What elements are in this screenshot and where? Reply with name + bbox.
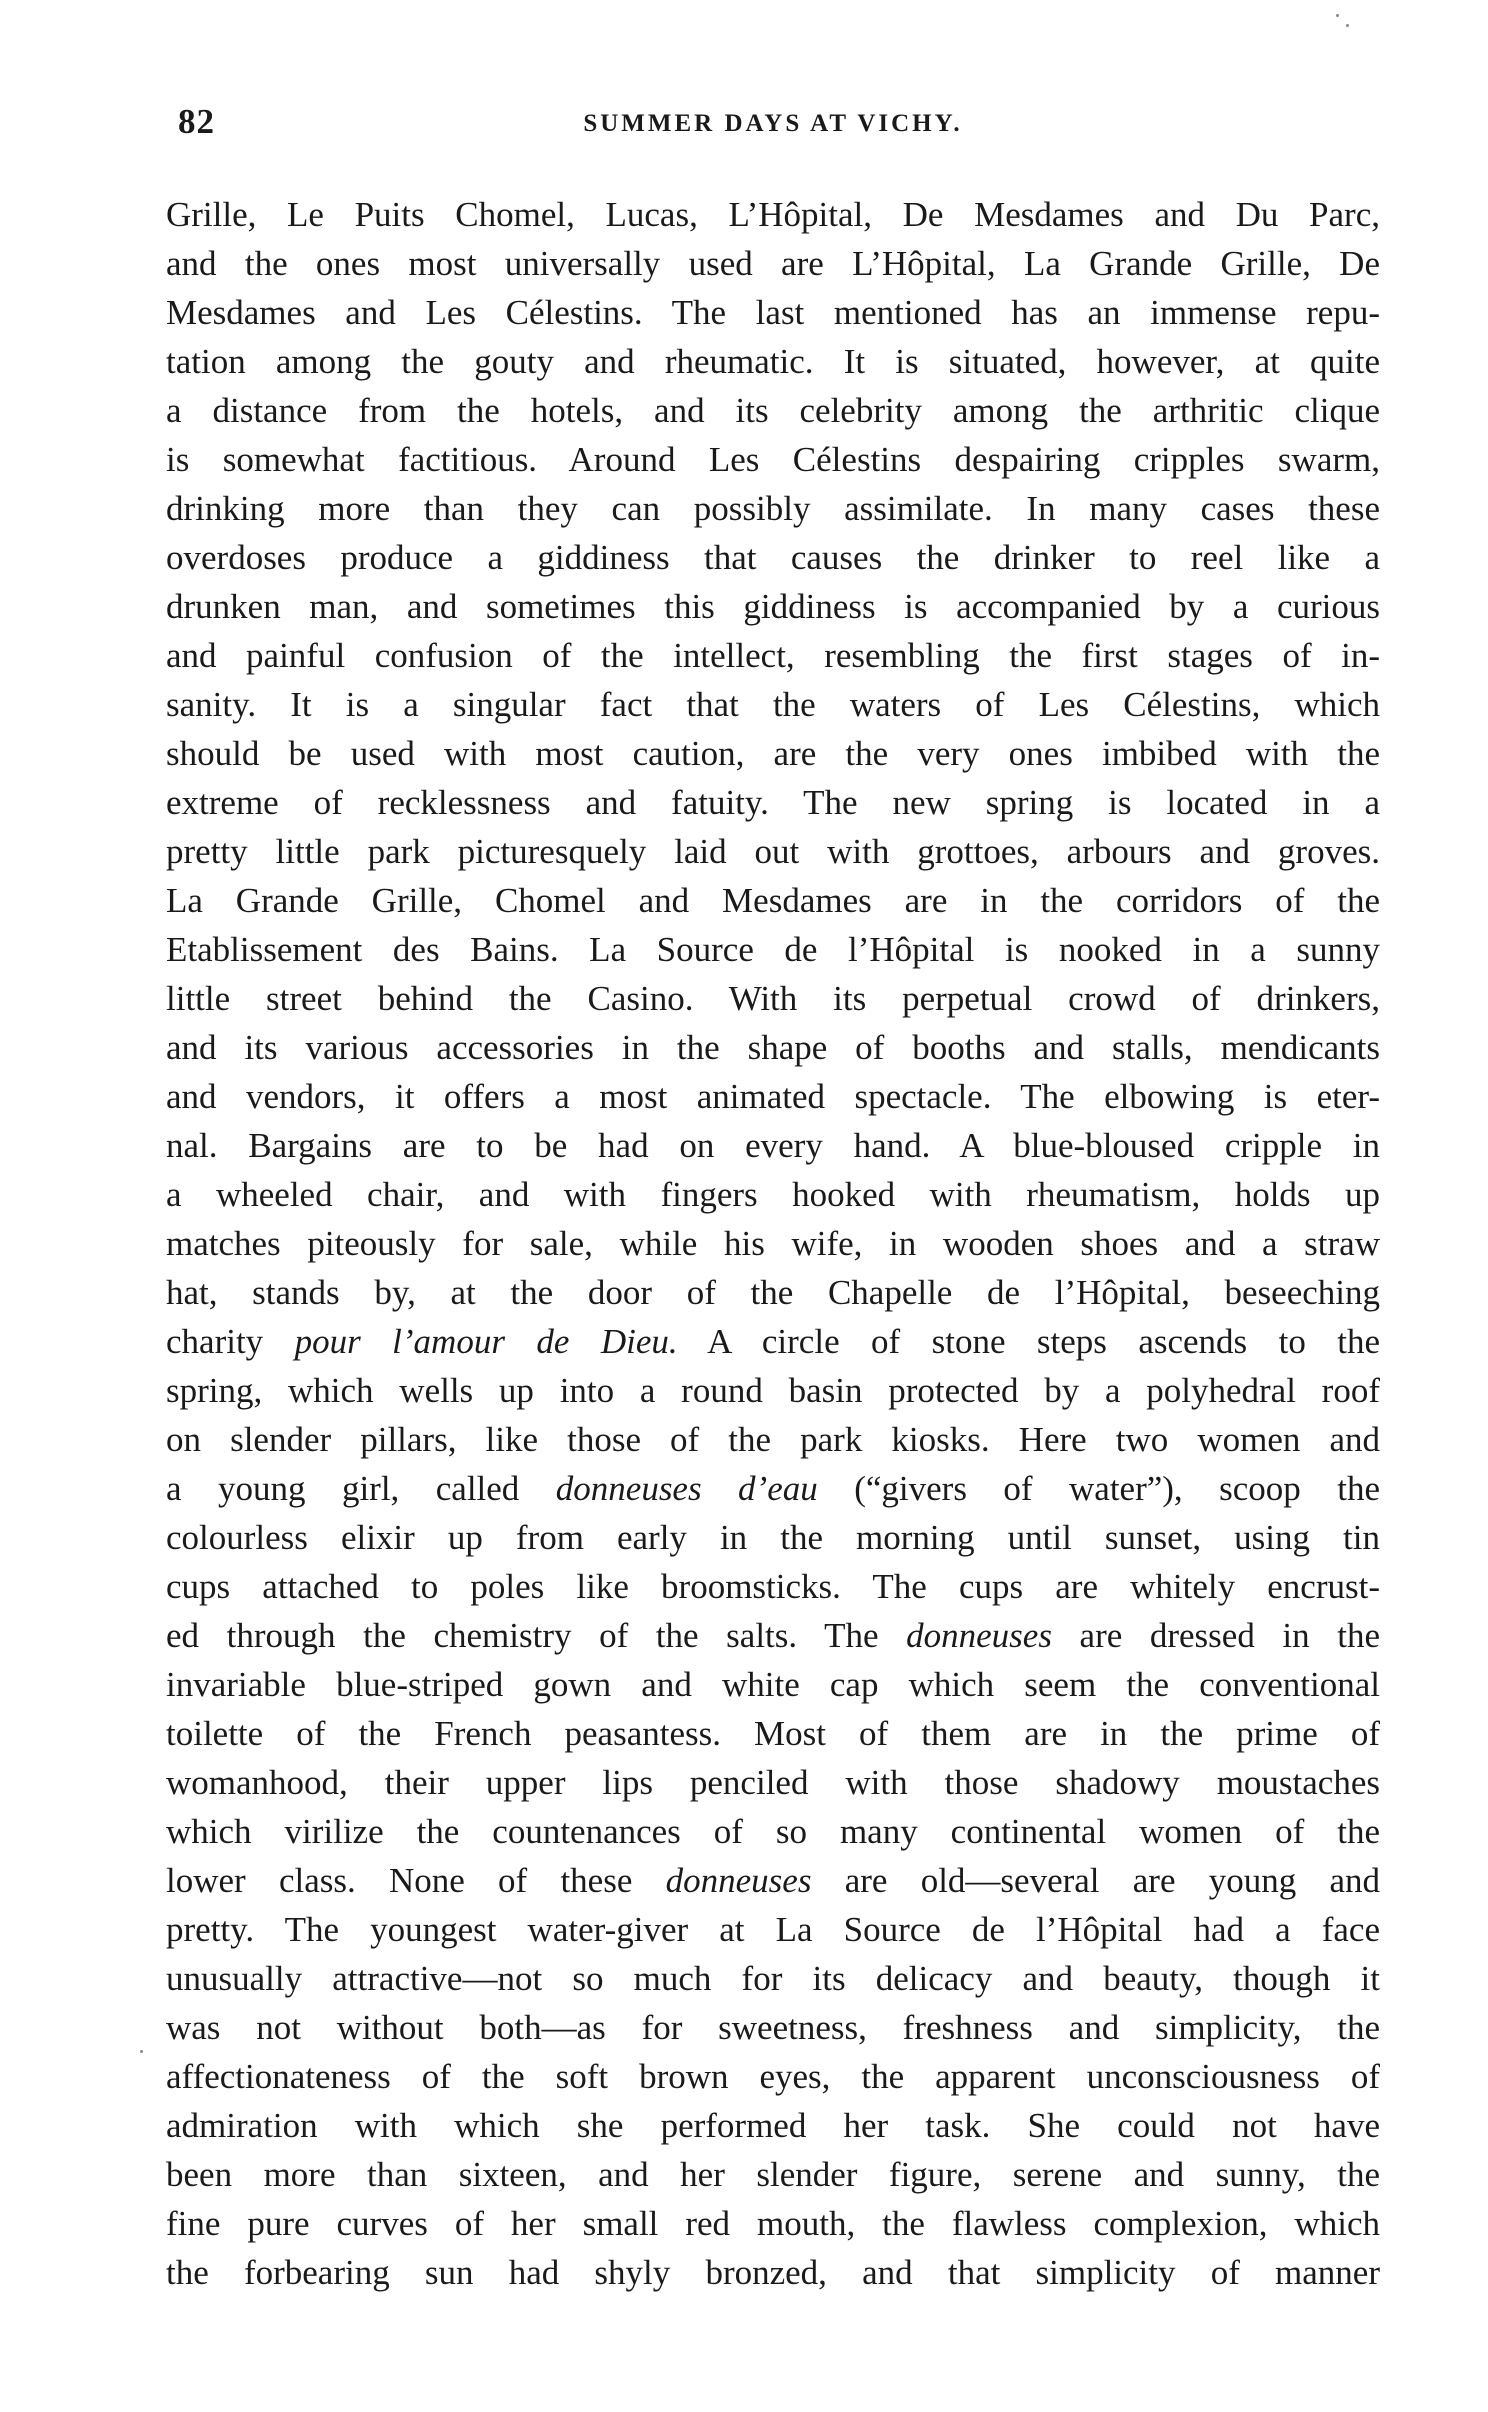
text-line [166, 1317, 1380, 1366]
text-line: womanhood, their upper lips penciled with those shadowy moustaches [166, 1763, 1380, 1802]
italic-phrase: pour l’amour de Dieu. [294, 1322, 678, 1361]
text-line: matches piteously for sale, while his wife, in wooden shoes and a straw [166, 1224, 1380, 1263]
text-line: been more than sixteen, and her slender figure, serene and sunny, the [166, 2155, 1380, 2194]
text-run: are old—several are young and [844, 1861, 1380, 1900]
paper-speck [140, 2050, 143, 2053]
italic-phrase: donneuses d’eau [555, 1469, 818, 1508]
running-title: SUMMER DAYS AT VICHY. [583, 110, 963, 137]
text-line: which virilize the countenances of so many continental women of the [166, 1812, 1380, 1851]
text-run: (“givers of water”), scoop the [854, 1469, 1380, 1508]
paper-speck [1346, 24, 1349, 27]
text-line [166, 1856, 1380, 1905]
text-line: spring, which wells up into a round basin protected by a polyhedral roof [166, 1371, 1380, 1410]
text-line: a wheeled chair, and with fingers hooked with rheumatism, holds up [166, 1175, 1380, 1214]
text-line: and vendors, it offers a most animated spectacle. The elbowing is eter- [166, 1077, 1380, 1116]
text-line [166, 1611, 1380, 1660]
text-line: Grille, Le Puits Chomel, Lucas, L’Hôpital, De Mesdames and Du Parc, [166, 195, 1380, 234]
text-line: cups attached to poles like broomsticks. The cups are whitely encrust- [166, 1567, 1380, 1606]
text-line: invariable blue-striped gown and white cap which seem the conventional [166, 1665, 1380, 1704]
text-line: extreme of recklessness and fatuity. The new spring is located in a [166, 783, 1380, 822]
text-line: drinking more than they can possibly assimilate. In many cases these [166, 489, 1380, 528]
text-line: overdoses produce a giddiness that causes the drinker to reel like a [166, 538, 1380, 577]
text-line: on slender pillars, like those of the park kiosks. Here two women and [166, 1420, 1380, 1459]
italic-phrase: donneuses [665, 1861, 812, 1900]
text-run: a young girl, called [166, 1469, 520, 1508]
text-run: are dressed in the [1079, 1616, 1380, 1655]
text-line: sanity. It is a singular fact that the waters of Les Célestins, which [166, 685, 1380, 724]
text-line: the forbearing sun had shyly bronzed, and that simplicity of manner [166, 2253, 1380, 2292]
text-line: La Grande Grille, Chomel and Mesdames are in the corridors of the [166, 881, 1380, 920]
text-run: A circle of stone steps ascends to the [707, 1322, 1380, 1361]
text-line: tation among the gouty and rheumatic. It is situated, however, at quite [166, 342, 1380, 381]
text-line: and the ones most universally used are L’Hôpital, La Grande Grille, De [166, 244, 1380, 283]
running-head [166, 102, 1380, 152]
text-line: fine pure curves of her small red mouth, the flawless complexion, which [166, 2204, 1380, 2243]
text-line: colourless elixir up from early in the morning until sunset, using tin [166, 1518, 1380, 1557]
text-line: was not without both—as for sweetness, freshness and simplicity, the [166, 2008, 1380, 2047]
text-line: Mesdames and Les Célestins. The last mentioned has an immense repu- [166, 293, 1380, 332]
text-line: hat, stands by, at the door of the Chapelle de l’Hôpital, beseeching [166, 1273, 1380, 1312]
text-line: is somewhat factitious. Around Les Célestins despairing cripples swarm, [166, 440, 1380, 479]
text-line [166, 1464, 1380, 1513]
text-run: lower class. None of these [166, 1861, 633, 1900]
text-line: and its various accessories in the shape of booths and stalls, mendicants [166, 1028, 1380, 1067]
text-line: unusually attractive—not so much for its delicacy and beauty, though it [166, 1959, 1380, 1998]
text-line: a distance from the hotels, and its celebrity among the arthritic clique [166, 391, 1380, 430]
text-run: charity [166, 1322, 264, 1361]
text-line: Etablissement des Bains. La Source de l’Hôpital is nooked in a sunny [166, 930, 1380, 969]
page-number: 82 [178, 102, 215, 141]
text-line: toilette of the French peasantess. Most of them are in the prime of [166, 1714, 1380, 1753]
text-line: drunken man, and sometimes this giddiness is accompanied by a curious [166, 587, 1380, 626]
text-line: little street behind the Casino. With its perpetual crowd of drinkers, [166, 979, 1380, 1018]
text-line: pretty little park picturesquely laid out with grottoes, arbours and groves. [166, 832, 1380, 871]
paper-speck [1336, 14, 1339, 17]
text-line: pretty. The youngest water-giver at La Source de l’Hôpital had a face [166, 1910, 1380, 1949]
text-run: ed through the chemistry of the salts. The [166, 1616, 879, 1655]
text-line: nal. Bargains are to be had on every hand. A blue-bloused cripple in [166, 1126, 1380, 1165]
text-line: and painful confusion of the intellect, resembling the first stages of in- [166, 636, 1380, 675]
body-paragraph [166, 190, 1380, 2297]
text-line: affectionateness of the soft brown eyes, the apparent unconsciousness of [166, 2057, 1380, 2096]
italic-phrase: donneuses [906, 1616, 1052, 1655]
text-line: should be used with most caution, are the very ones imbibed with the [166, 734, 1380, 773]
text-line: admiration with which she performed her task. She could not have [166, 2106, 1380, 2145]
